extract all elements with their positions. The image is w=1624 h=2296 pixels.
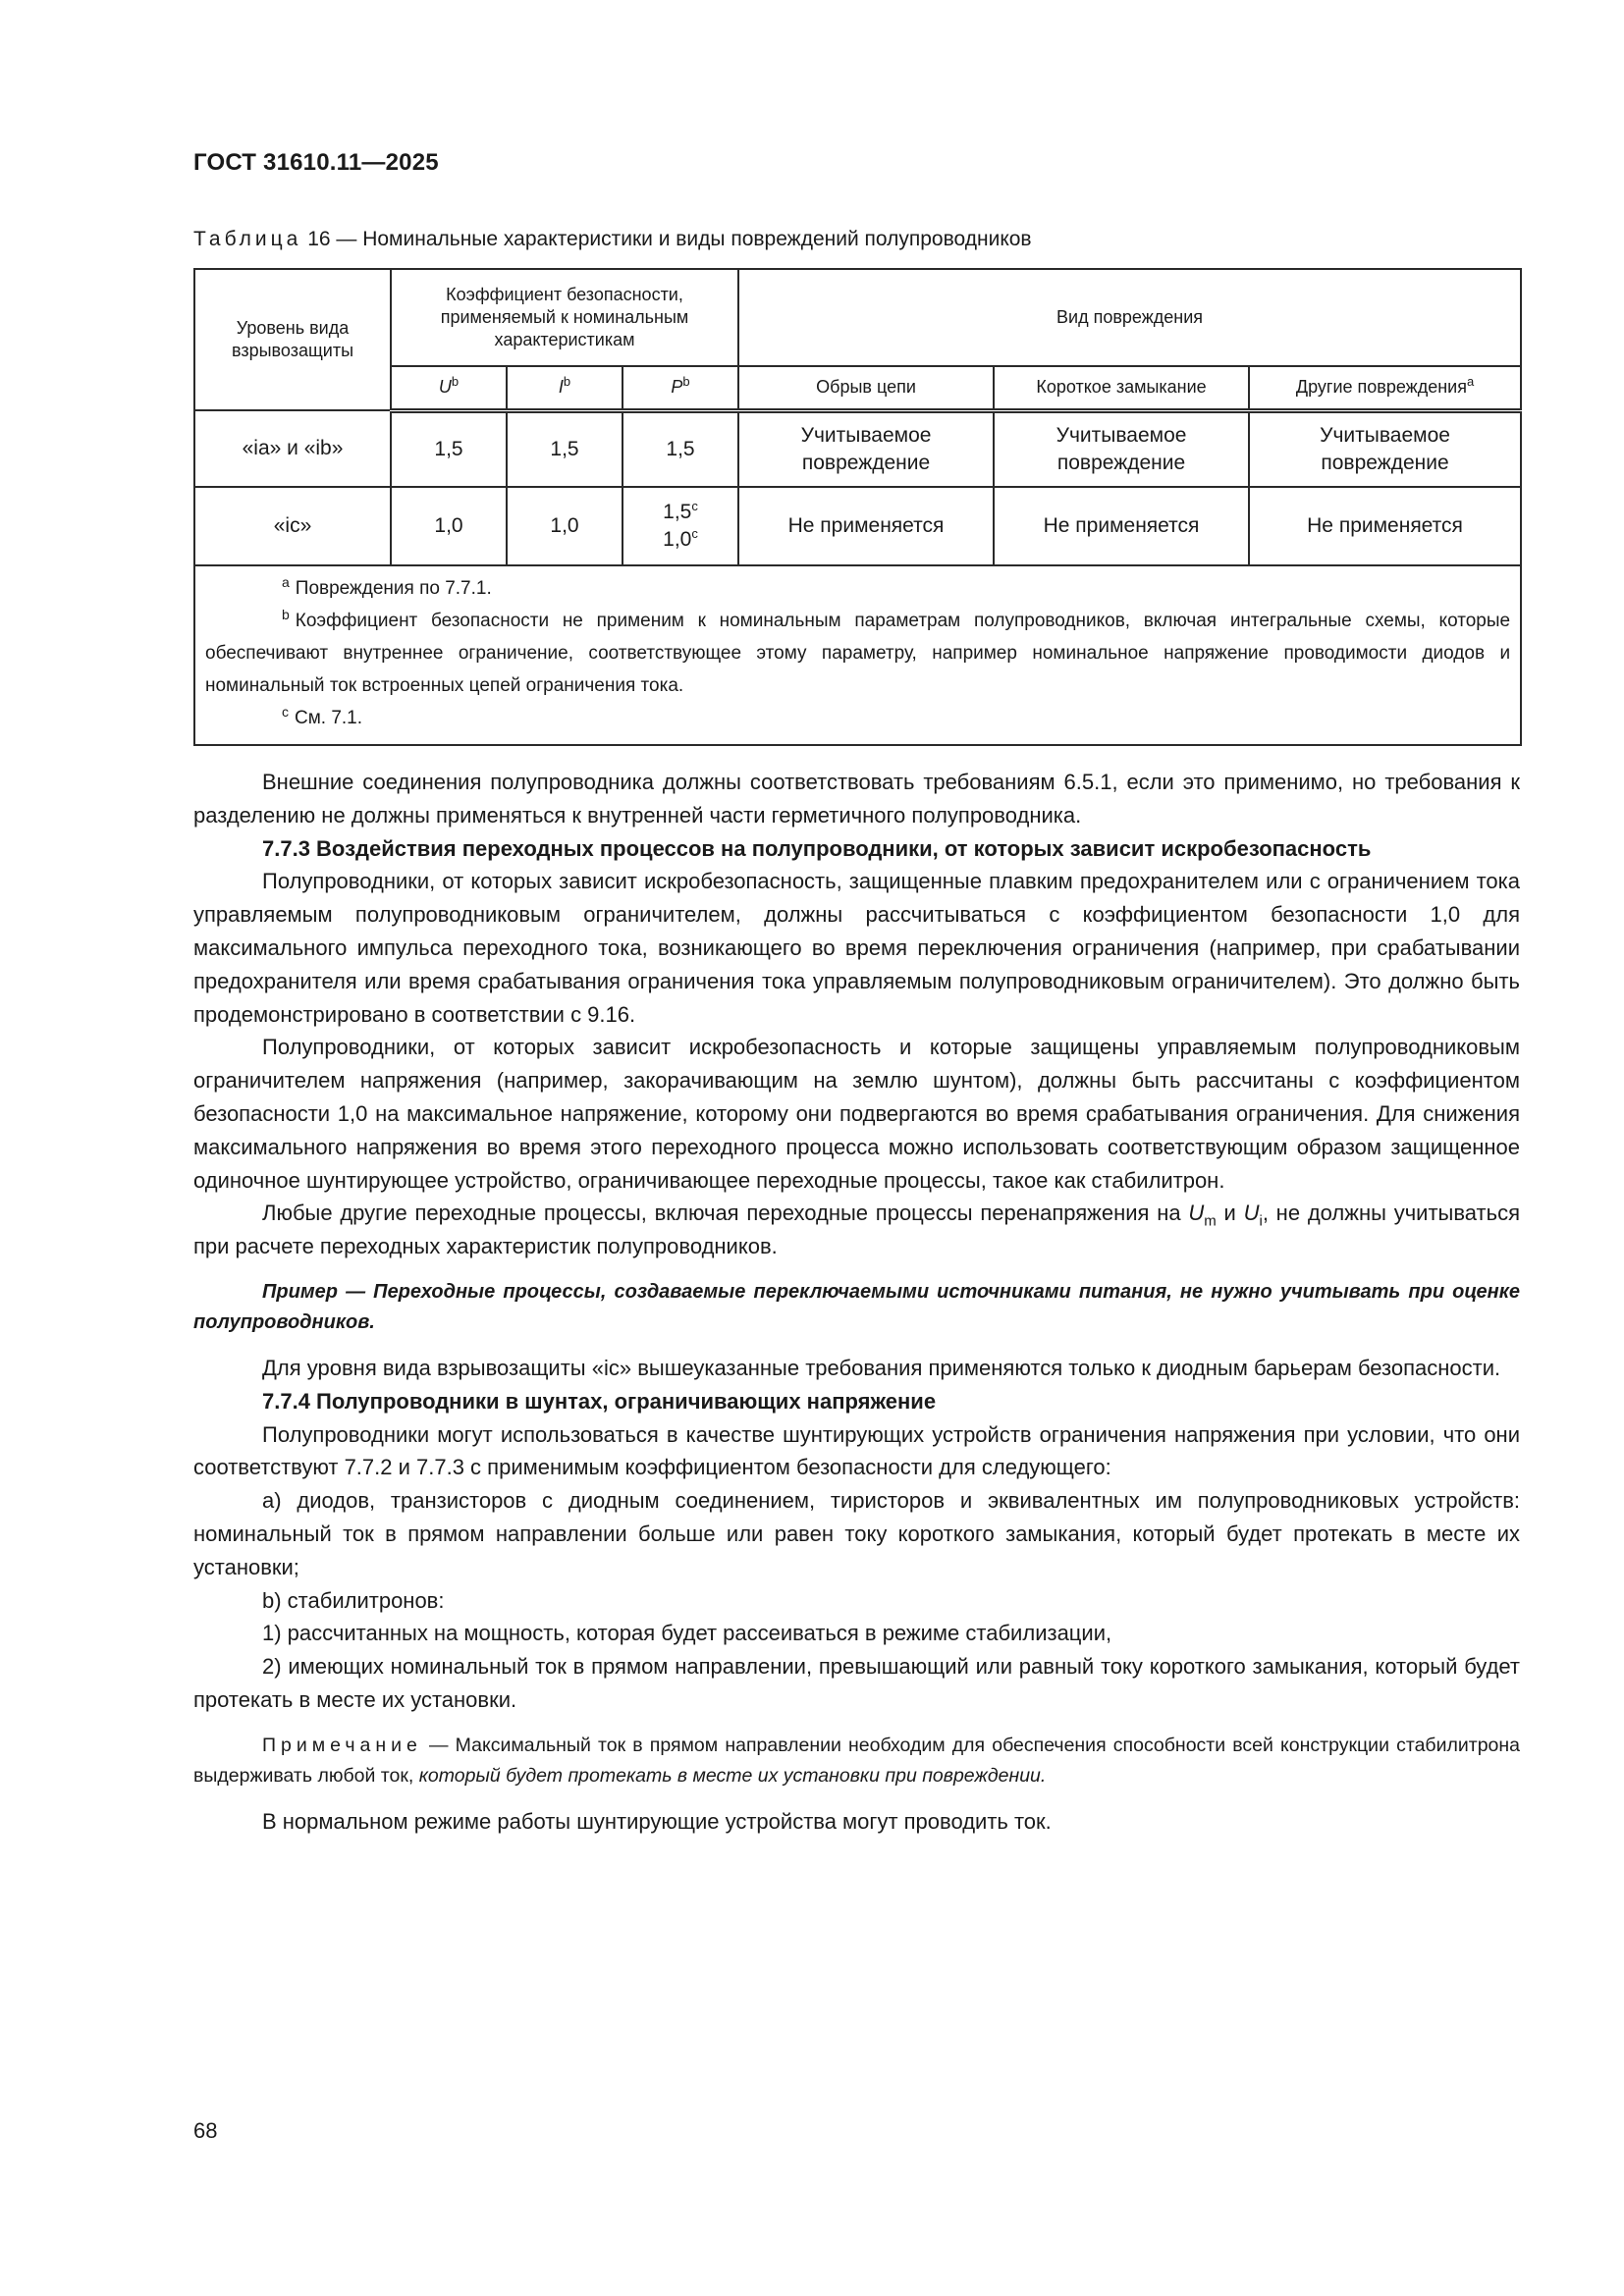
paragraph: Полупроводники могут использоваться в качестве шунтирующих устройств ограничения напряжения при условии, что они соответствуют 7.7.2 и 7.7.3 с применимым коэффициентом безопасности для следующего:	[193, 1421, 1520, 1480]
paragraph: В нормальном режиме работы шунтирующие устройства могут проводить ток.	[262, 1808, 1052, 1834]
semiconductor-ratings-table	[193, 268, 1522, 746]
header-short-circuit: Короткое замыкание	[994, 366, 1249, 410]
table-row	[194, 410, 1521, 487]
header-i: $I^b$	[507, 366, 623, 410]
cell-open-circuit: Учитываемое повреждение	[738, 410, 994, 487]
cell-short-circuit: Не применяется	[994, 487, 1249, 565]
paragraph: Полупроводники, от которых зависит искробезопасность, защищенные плавким предохранителем или с ограничением тока управляемым полупроводниковым ограничителем, должны рассчитываться с коэффициентом безопасности 1,0 для максимального импульса переходного тока, возникающего во время переключения ограничения (например, при срабатывании предохранителя или время срабатывания ограничения тока управляемым полупроводниковым ограничителем). Это должно быть продемонстрировано в соответствии с 9.16.	[193, 869, 1520, 1027]
table-row	[194, 487, 1521, 565]
paragraph: Внешние соединения полупроводника должны соответствовать требованиям 6.5.1, если это применимо, но требования к разделению не должны применяться к внутренней части герметичного полупроводника.	[193, 770, 1520, 828]
example-block: Пример — Переходные процессы, создаваемые переключаемыми источниками питания, не нужно учитывать при оценке полупроводников.	[193, 1280, 1520, 1333]
document-id-header: ГОСТ 31610.11—2025	[193, 149, 439, 176]
list-item-b2: 2) имеющих номинальный ток в прямом направлении, превышающий или равный току короткого замыкания, который будет протекать в месте их установки.	[193, 1654, 1520, 1712]
cell-u: 1,5	[391, 410, 507, 487]
section-heading-7-7-4: 7.7.4 Полупроводники в шунтах, ограничивающих напряжение	[262, 1388, 937, 1414]
table-footnotes-row	[194, 565, 1521, 745]
header-damage-type: Вид повреждения	[738, 269, 1521, 366]
header-open-circuit: Обрыв цепи	[738, 366, 994, 410]
footnote-c: $^c$ См. 7.1.	[282, 703, 363, 728]
list-item-b1: 1) рассчитанных на мощность, которая будет рассеиваться в режиме стабилизации,	[262, 1621, 1112, 1646]
paragraph: Полупроводники, от которых зависит искробезопасность и которые защищены управляемым полупроводниковым ограничителем напряжения (например, закорачивающим на землю шунтом), должны быть рассчитаны с коэффициентом безопасности 1,0 на максимальное напряжение, которому они подвергаются во время срабатывания ограничения. Для снижения максимального напряжения во время этого переходного процесса можно использовать соответствующим образом защищенное одиночное шунтирующее устройство, ограничивающее переходные процессы, такое как стабилитрон.	[193, 1035, 1520, 1193]
cell-other-damage: Учитываемое повреждение	[1249, 410, 1521, 487]
section-heading-7-7-3: 7.7.3 Воздействия переходных процессов на полупроводники, от которых зависит искробезопасность	[262, 835, 1372, 861]
table-footnotes	[194, 565, 1521, 745]
header-safety-factor: Коэффициент безопасности, применяемый к номинальным характеристикам	[391, 269, 738, 366]
body-text	[193, 766, 1520, 1839]
header-protection-level: Уровень вида взрывозащиты	[194, 269, 391, 410]
page-number: 68	[193, 2118, 218, 2143]
paragraph: Любые другие переходные процессы, включая переходные процессы перенапряжения на $U_m$ и $U_i$, не должны учитываться при расчете переходных характеристик полупроводников.	[193, 1201, 1520, 1259]
footnote-b: $^b$ Коэффициент безопасности не применим к номинальным параметрам полупроводников, включая интегральные схемы, которые обеспечивают внутреннее ограничение, соответствующее этому параметру, например номинальное напряжение проводимости диодов и номинальный ток встроенных цепей ограничения тока.	[205, 606, 1511, 696]
paragraph: Для уровня вида взрывозащиты «ic» вышеуказанные требования применяются только к диодным барьерам безопасности.	[262, 1355, 1501, 1380]
cell-u: 1,0	[391, 487, 507, 565]
cell-p: 1,5	[623, 410, 738, 487]
cell-level: «ia» и «ib»	[194, 410, 391, 487]
cell-p: 1,5$^c$ 1,0$^c$	[623, 487, 738, 565]
table-caption	[193, 228, 1032, 251]
header-u: $U^b$	[391, 366, 507, 410]
footnote-a: $^a$ Повреждения по 7.7.1.	[282, 573, 492, 599]
cell-i: 1,0	[507, 487, 623, 565]
header-other-damage: Другие повреждения$^a$	[1249, 366, 1521, 410]
table-caption-title: 16 — Номинальные характеристики и виды повреждений полупроводников	[307, 228, 1032, 250]
cell-other-damage: Не применяется	[1249, 487, 1521, 565]
cell-level: «ic»	[194, 487, 391, 565]
header-p: $P^b$	[623, 366, 738, 410]
list-item-b: b) стабилитронов:	[262, 1587, 445, 1613]
list-item-a: a) диодов, транзисторов с диодным соединением, тиристоров и эквивалентных им полупроводниковых устройств: номинальный ток в прямом направлении больше или равен току короткого замыкания, который будет протекать в месте их установки;	[193, 1488, 1520, 1579]
table-caption-label: Таблица	[193, 228, 302, 250]
cell-open-circuit: Не применяется	[738, 487, 994, 565]
note-block: Примечание — Максимальный ток в прямом направлении необходим для обеспечения способности всей конструкции стабилитрона выдерживать любой ток, который будет протекать в месте их установки при повреждении.	[193, 1734, 1520, 1787]
cell-i: 1,5	[507, 410, 623, 487]
cell-short-circuit: Учитываемое повреждение	[994, 410, 1249, 487]
